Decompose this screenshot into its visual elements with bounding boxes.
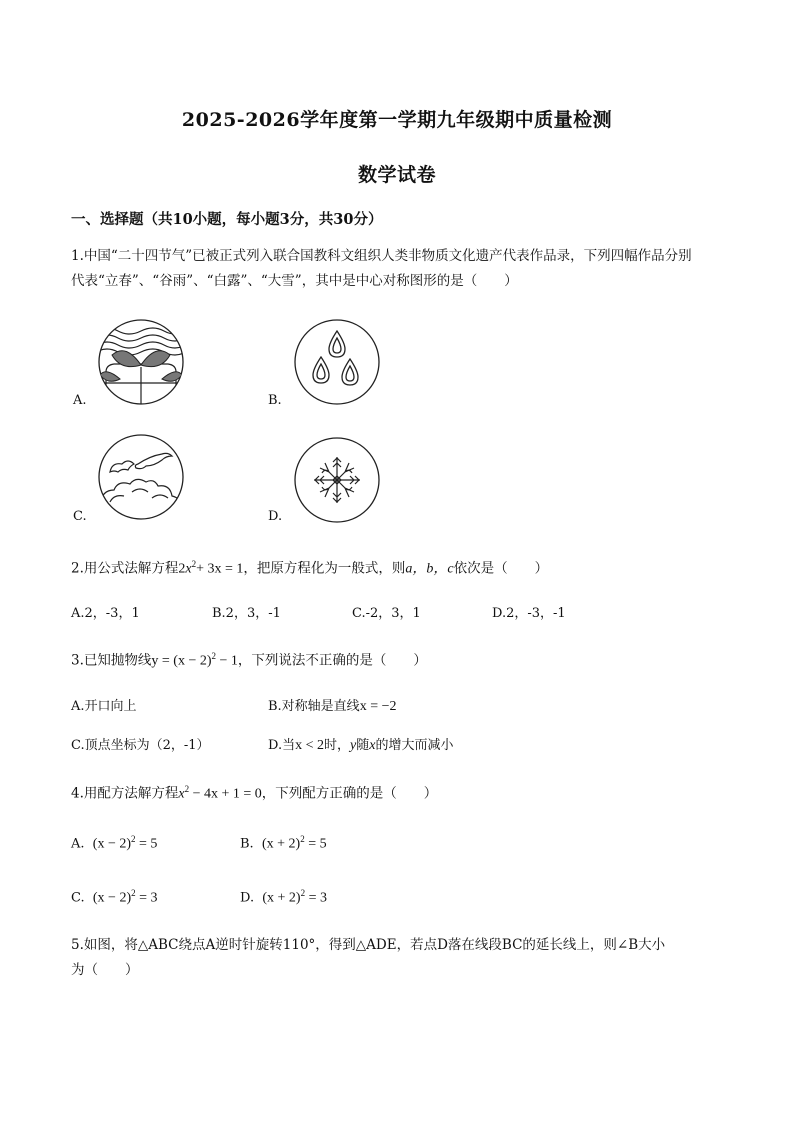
q3-eq: y = (x − 2) [151,653,212,669]
q4-option-b-exp: 2 [300,834,305,844]
q1-option-a-label: A. [73,393,87,408]
q3-option-d-eq: x < 2 [295,738,324,753]
q3-option-d-pre: D.当 [268,738,296,753]
q3-stem [71,643,427,675]
q1-option-c-label: C. [73,509,87,524]
q3-option-d-y: y [350,738,357,753]
q4-option-d-base: (x + 2) [262,890,301,906]
q3-option-c: C.顶点坐标为（2，-1） [71,738,210,753]
q3-eq-tail: − 1 [216,653,238,669]
q4-eq-exp: 2 [184,784,190,794]
q4-option-a [71,834,157,852]
snowflake-icon [292,435,382,525]
q4-option-a-label: A. [71,836,85,852]
q2-option-a: A.2，-3，1 [71,606,140,621]
q5-line2: 为（ ） [71,962,139,978]
q3-option-b [268,695,396,715]
q3-prefix: 3.已知抛物线 [71,652,152,669]
q2-option-c: C.-2，3，1 [352,606,421,621]
q2-prefix: 2.用公式法解方程 [71,560,179,577]
q4-option-c-label: C. [71,890,85,906]
q4-stem [71,776,437,808]
q2-eq-coef: 2 [178,561,186,577]
q4-option-d [240,888,327,906]
q2-suffix: 依次是（ ） [453,560,549,577]
q4-option-b [240,834,327,852]
q3-option-b-text: B.对称轴是直线 [268,699,360,714]
q4-eq: x [178,786,185,802]
q3-option-a: A.开口向上 [71,699,137,714]
q4-eq-tail: − 4x + 1 = 0 [189,786,262,802]
q3-suffix: ，下列说法不正确的是（ ） [237,652,427,669]
q4-option-b-base: (x + 2) [261,836,301,852]
q4-option-a-rhs: = 5 [135,836,158,852]
q5-line1: 5.如图，将△ABC绕点A逆时针旋转110°，得到△ADE，若点D落在线段BC的延长线上，则∠B大小 [71,937,666,953]
q2-stem [71,551,548,583]
exam-subtitle: 数学试卷 [357,164,436,186]
rain-drops-icon [292,317,382,407]
q2-eq-var: x [185,561,192,577]
q3-option-b-eq: x = −2 [359,699,397,714]
q2-option-d: D.2，-3，-1 [492,606,566,621]
q2-option-b: B.2，3，-1 [212,606,281,621]
q3-option-d-x: x [369,738,376,753]
q3-option-d-mid2: 随 [356,738,370,753]
q1-option-b-label: B. [268,393,282,408]
q4-option-b-rhs: = 5 [304,836,327,852]
q4-option-d-exp: 2 [300,888,306,898]
q4-option-c [71,888,158,906]
q3-option-d [268,734,453,754]
q2-vars: a，b，c [405,561,454,577]
q4-option-b-label: B. [240,836,254,852]
q4-option-a-base: (x − 2) [92,836,132,852]
q1-line2: 代表“立春”、“谷雨”、“白露”、“大雪”，其中是中心对称图形的是（ ） [71,273,518,289]
q4-option-c-rhs: = 3 [135,890,158,906]
q4-prefix: 4.用配方法解方程 [71,785,179,802]
q4-option-c-exp: 2 [131,888,136,898]
q4-option-d-rhs: = 3 [305,890,327,906]
q1-option-d-label: D. [268,509,283,524]
q2-middle: ，把原方程化为一般式，则 [243,560,406,577]
q3-option-d-tail: 的增大而减小 [375,738,454,753]
q3-option-d-mid: 时， [324,738,351,753]
q1-line1: 1.中国“二十四节气”已被正式列入联合国教科文组织人类非物质文化遗产代表作品录，下列四幅作品分别 [71,248,692,264]
white-dew-bird-cloud-icon [96,432,186,522]
exam-title: 2025-2026学年度第一学期九年级期中质量检测 [181,109,613,131]
section-heading: 一、选择题（共10小题，每小题3分，共30分） [71,211,383,228]
q3-eq-exp: 2 [211,651,217,661]
q4-option-a-exp: 2 [131,834,136,844]
spring-sprout-icon [96,317,186,407]
q4-suffix: ，下列配方正确的是（ ） [261,785,438,802]
q2-eq-exp: 2 [191,559,197,569]
q2-eq-rest: + 3x = 1 [196,561,244,577]
q4-option-c-base: (x − 2) [92,890,132,906]
q4-option-d-label: D. [240,890,255,906]
